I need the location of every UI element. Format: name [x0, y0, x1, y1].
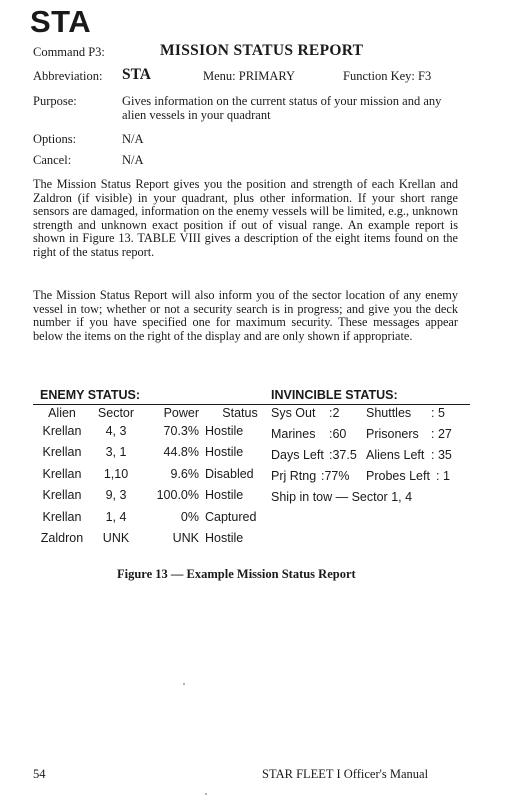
table-row — [33, 420, 275, 442]
alien-cell: Krellan — [42, 423, 82, 438]
status-cell: Hostile — [205, 531, 244, 546]
sector-cell: 4, 3 — [105, 423, 127, 438]
sector-cell: 9, 3 — [105, 488, 127, 503]
column-header-power: Power — [163, 405, 199, 420]
cancel-value: N/A — [122, 153, 144, 167]
sector-cell: UNK — [102, 531, 130, 546]
enemy-status-table — [33, 405, 275, 549]
print-speck — [183, 683, 185, 685]
cancel-label: Cancel: — [33, 153, 72, 167]
table-header-row — [33, 405, 275, 420]
power-cell: 70.3% — [163, 423, 199, 438]
command-title: MISSION STATUS REPORT — [160, 42, 364, 59]
purpose-label: Purpose: — [33, 94, 77, 108]
menu-value: Menu: PRIMARY — [203, 69, 296, 83]
status-cell: Captured — [205, 509, 257, 524]
alien-cell: Krellan — [42, 488, 82, 503]
command-label: Command P3: — [33, 45, 105, 59]
column-header-sector: Sector — [97, 405, 135, 420]
marines-label: Marines — [271, 427, 316, 441]
function-key-value: Function Key: F3 — [343, 69, 432, 83]
prj-rtng-label: Prj Rtng — [271, 469, 317, 483]
power-cell: 0% — [180, 509, 199, 524]
column-header-status: Status — [222, 405, 258, 420]
table-row — [33, 485, 275, 507]
print-speck — [205, 793, 207, 795]
alien-cell: Zaldron — [40, 531, 84, 546]
sector-cell: 1, 4 — [105, 509, 127, 524]
status-cell: Hostile — [205, 488, 244, 503]
sector-cell: 1,10 — [103, 466, 129, 481]
sector-cell: 3, 1 — [105, 445, 127, 460]
status-cell: Hostile — [205, 423, 244, 438]
options-value: N/A — [122, 132, 144, 146]
table-row — [33, 442, 275, 464]
prisoners-label: Prisoners — [366, 427, 419, 441]
probes-left-label: Probes Left — [366, 469, 430, 483]
sys-out-value: :2 — [329, 406, 340, 420]
power-cell: 9.6% — [170, 466, 199, 481]
shuttles-value: : 5 — [431, 406, 445, 420]
days-left-label: Days Left — [271, 448, 324, 462]
options-label: Options: — [33, 132, 77, 146]
abbreviation-label: Abbreviation: — [33, 69, 103, 83]
aliens-left-label: Aliens Left — [366, 448, 425, 462]
abbreviation-value: STA — [122, 66, 152, 83]
power-cell: UNK — [172, 531, 199, 546]
section-heading: STA — [30, 4, 92, 39]
aliens-left-value: : 35 — [431, 448, 452, 462]
status-cell: Hostile — [205, 445, 244, 460]
power-cell: 100.0% — [156, 488, 199, 503]
paragraph-1: The Mission Status Report gives you the position and strength of each Krellan and Zaldron (if visible) in your quadrant, plus other information. If your short range sensors are damaged, information on the enemy vessels will be limited, e.g., unknown strength and unknown exact position if out of visual range. An example report is shown in Figure 13. TABLE VIII gives a description of the eight items found on the right of the status report. — [33, 177, 458, 259]
table-row — [33, 528, 275, 550]
purpose-value: Gives information on the current status of your mission and any alien vessels in your quadrant — [122, 94, 442, 122]
marines-value: :60 — [329, 427, 347, 441]
power-cell: 44.8% — [163, 445, 199, 460]
figure-caption: Figure 13 — Example Mission Status Report — [117, 567, 356, 581]
alien-cell: Krellan — [42, 509, 82, 524]
probes-left-value: : 1 — [436, 469, 450, 483]
sys-out-label: Sys Out — [271, 406, 316, 420]
prj-rtng-value: :77% — [321, 469, 350, 483]
column-header-alien: Alien — [48, 405, 76, 420]
prisoners-value: : 27 — [431, 427, 452, 441]
page-number: 54 — [33, 767, 46, 781]
manual-title: STAR FLEET I Officer's Manual — [262, 767, 429, 781]
ship-in-tow: Ship in tow — Sector 1, 4 — [271, 490, 413, 504]
days-left-value: :37.5 — [329, 448, 357, 462]
alien-cell: Krellan — [42, 445, 82, 460]
paragraph-2: The Mission Status Report will also inform you of the sector location of any enemy vessel in tow; whether or not a security search is in progress; and give you the deck number if you have specified one for maximum security. These messages appear below the items on the right of the display and are only shown if appropriate. — [33, 288, 458, 343]
invincible-status-heading: INVINCIBLE STATUS: — [271, 388, 398, 402]
enemy-status-heading: ENEMY STATUS: — [40, 388, 141, 402]
shuttles-label: Shuttles — [366, 406, 412, 420]
table-row — [33, 463, 275, 485]
status-cell: Disabled — [205, 466, 254, 481]
table-row — [33, 506, 275, 528]
alien-cell: Krellan — [42, 466, 82, 481]
